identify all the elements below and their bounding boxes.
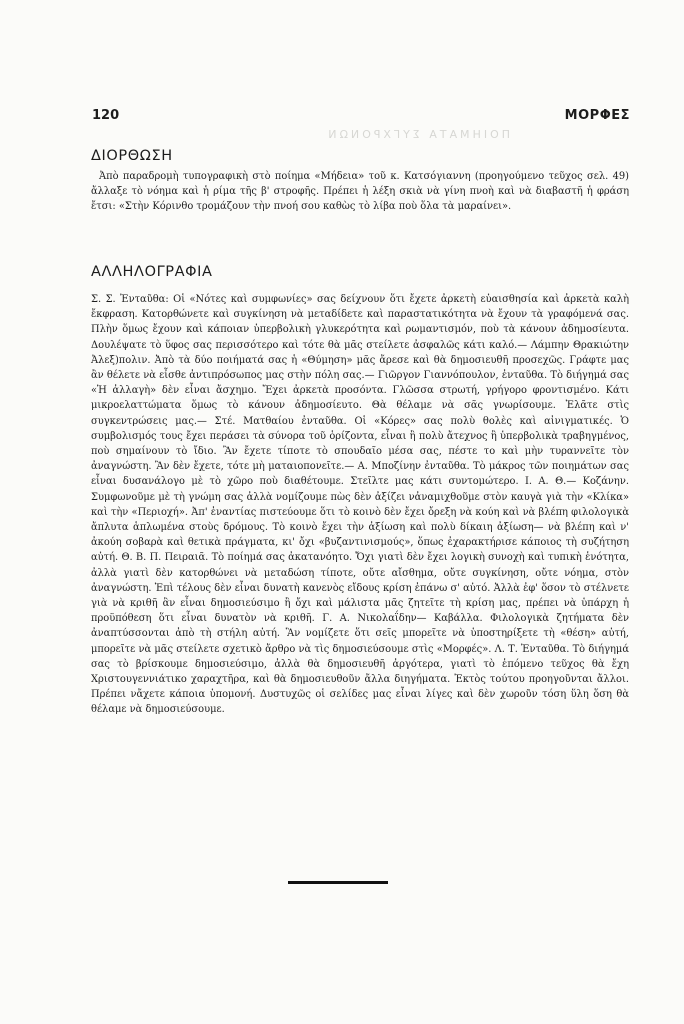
end-ornament-rule bbox=[288, 881, 388, 884]
correspondence-paragraph: Σ. Σ. Ἐνταῦθα: Οἱ «Νότες καὶ συμφωνίες» σας δείχνουν ὅτι ἔχετε ἀρκετὴ εὐαισθησία καὶ ἀρκετὰ καλὴ ἔκφραση. Κατορθώνετε καὶ συγκίνηση νὰ μεταδίδετε καὶ παραστατικότητα νὰ ἔχουν τὰ γραφόμενά σας. Πλὴν ὅμως ἔχουν καὶ κάποιαν ὑπερβολικὴ γλυκερότητα καὶ ρωμαντισμόν, ποὺ τὰ κάνουν ἀδημοσίευτα. Δουλέψατε τὸ ὕφος σας περισσότερο καὶ τότε θὰ μᾶς στείλετε ἀσφαλῶς κάτι καλό.— Λάμπην Θρακιώτην Ἀλεξ)πολιν. Ἀπὸ τὰ δύο ποιήματά σας ἡ «Θύμηση» μᾶς ἄρεσε καὶ θὰ δημοσιευθῆ προσεχῶς. Γράφτε μας ἂν θέλετε νὰ εἶσθε ἀντιπρόσωπος μας στὴν πόλη σας.— Γιῶργον Γιαννόπουλον, ἐνταῦθα. Τὸ διήγημά σας «Ἡ ἀλλαγὴ» δὲν εἶναι ἄσχημο. Ἔχει ἀρκετὰ προσόντα. Γλῶσσα στρωτή, γρήγορο φροντισμένο. Κάτι μικροελαττώματα ὅμως τὸ κάνουν ἀδημοσίευτο. Θὰ θέλαμε νὰ σᾶς γνωρίσουμε. Ἐλᾶτε στὶς συγκεντρώσεις μας.— Στέ. Ματθαίου ἐνταῦθα. Οἱ «Κόρες» σας πολὺ θολὲς καὶ αἰνιγματικές. Ὁ συμβολισμός τους ἔχει περάσει τὰ σύνορα τοῦ ὁρίζοντα, εἶναι ἢ πολὺ ἄτεχνος ἢ ὑπερβολικὰ τραβηγμένος, ποὺ σημαίνουν τὸ ἴδιο. Ἂν ἔχετε τίποτε τὸ σπουδαῖο μέσα σας, πέστε το καὶ μὴν τυραννεῖτε τὸν ἀναγνώστη. Ἂν δὲν ἔχετε, τότε μὴ ματαιοπονεῖτε.— Α. Μποζίνην ἐνταῦθα. Τὸ μάκρος τῶν ποιημάτων σας εἶναι δυσανάλογο μὲ τὸ χῶρο ποὺ διαθέτουμε. Στεῖλτε μας κάτι συντομώτερο. Ι. Α. Θ.— Κοζάνην. Συμφωνοῦμε μὲ τὴ γνώμη σας ἀλλὰ νομίζουμε πὼς δὲν ἀξίζει νἀναμιχθοῦμε στὸν καυγὰ γιὰ τὴν «Κλίκα» καὶ τὴν «Περιοχή». Ἀπ' ἐναντίας πιστεύουμε ὅτι τὸ κοινὸ δὲν ἔχει ὄρεξη νὰ κούη καὶ νὰ βλέπη φιλολογικὰ ἄπλυτα ἁπλωμένα στοὺς δρόμους. Τὸ κοινὸ ἔχει τὴν ἀξίωση καὶ πολὺ δίκαιη ἀξίωση— νὰ βλέπη καὶ ν' ἀκούη σοβαρὰ καὶ θετικὰ πράγματα, κι' ὄχι «βυζαντινισμούς», ὅπως ἐχαρακτήρισε κάποιος τὴ συζήτηση αὐτή. Θ. Β. Π. Πειραιᾶ. Τὸ ποίημά σας ἀκατανόητο. Ὄχι γιατὶ δὲν ἔχει λογικὴ συνοχὴ καὶ τυπικὴ ἑνότητα, ἀλλὰ γιατὶ δὲν κατορθώνει νὰ μεταδώση τίποτε, οὔτε αἴσθημα, οὔτε συγκίνηση, οὔτε νόημα, στὸν ἀναγνώστη. Ἐπὶ τέλους δὲν εἶναι δυνατὴ κανενὸς εἴδους κρίση ἐπάνω σ' αὐτό. Ἀλλὰ ἐφ' ὅσον τὸ στέλνετε γιὰ νὰ κριθῆ ἂν εἶναι δημοσιεύσιμο ἢ ὄχι καὶ μάλιστα μᾶς ζητεῖτε τὴ κρίση μας, πρέπει νὰ ὑπάρχη ἡ προϋπόθεση ὅτι εἶναι δυνατὸν νὰ κριθῆ. Γ. Α. Νικολαΐδην— Καβάλλα. Φιλολογικὰ ζητήματα δὲν ἀναπτύσσονται ἀπὸ τὴ στήλη αὐτή. Ἂν νομίζετε ὅτι σεῖς μπορεῖτε νὰ ὑποστηρίξετε τὴ «θέση» αὐτή, μπορεῖτε νὰ μᾶς στείλετε σχετικὸ ἄρθρο νὰ τὶς δημοσιεύσουμε στὶς «Μορφές». Λ. Τ. Ἐνταῦθα. Τὸ διήγημά σας τὸ βρίσκουμε δημοσιεύσιμο, ἀλλὰ θὰ δημοσιευθῆ ἀργότερα, γιατὶ τὸ ἑπόμενο τεῦχος θὰ ἔχη Χριστουγεννιάτικο χαραχτῆρα, καὶ θὰ δημοσιευθοῦν ἄλλα διηγήματα. Ἐκτὸς τούτου προηγοῦνται ἄλλοι. Πρέπει νἄχετε κάποια ὑπομονή. Δυστυχῶς οἱ σελίδες μας εἶναι λίγες καὶ δὲν χωροῦν τόση ὕλη ὅση θὰ θέλαμε νὰ δημοσιεύσουμε. bbox=[91, 294, 629, 716]
running-title: ΜΟΡΦΕΣ bbox=[564, 108, 630, 123]
bleed-through-text: ΠΟΙΗΜΑΤΑ ΣΥΓΧΡΟΝΩΝ bbox=[325, 128, 510, 141]
correction-heading: ΔΙΟΡΘΩΣΗ bbox=[91, 148, 173, 164]
page-header bbox=[92, 108, 630, 128]
page-number: 120 bbox=[92, 108, 120, 123]
correction-paragraph: Ἀπὸ παραδρομὴ τυπογραφικὴ στὸ ποίημα «Μήδεια» τοῦ κ. Κατσόγιαννη (προηγούμενο τεῦχος σελ. 49) ἄλλαξε τὸ νόημα καὶ ἡ ρίμα τῆς β' στροφῆς. Πρέπει ἡ λέξη σκιὰ νὰ γίνη πνοὴ καὶ νὰ διαβαστῆ ἡ φράση ἔτσι: «Στὴν Κόρινθο τρομάζουν τὴν πνοή σου καθὼς τὸ λίβα ποὺ ὅλα τὰ μαραίνει». bbox=[91, 171, 629, 213]
correspondence-heading: ΑΛΛΗΛΟΓΡΑΦΙΑ bbox=[91, 264, 213, 280]
